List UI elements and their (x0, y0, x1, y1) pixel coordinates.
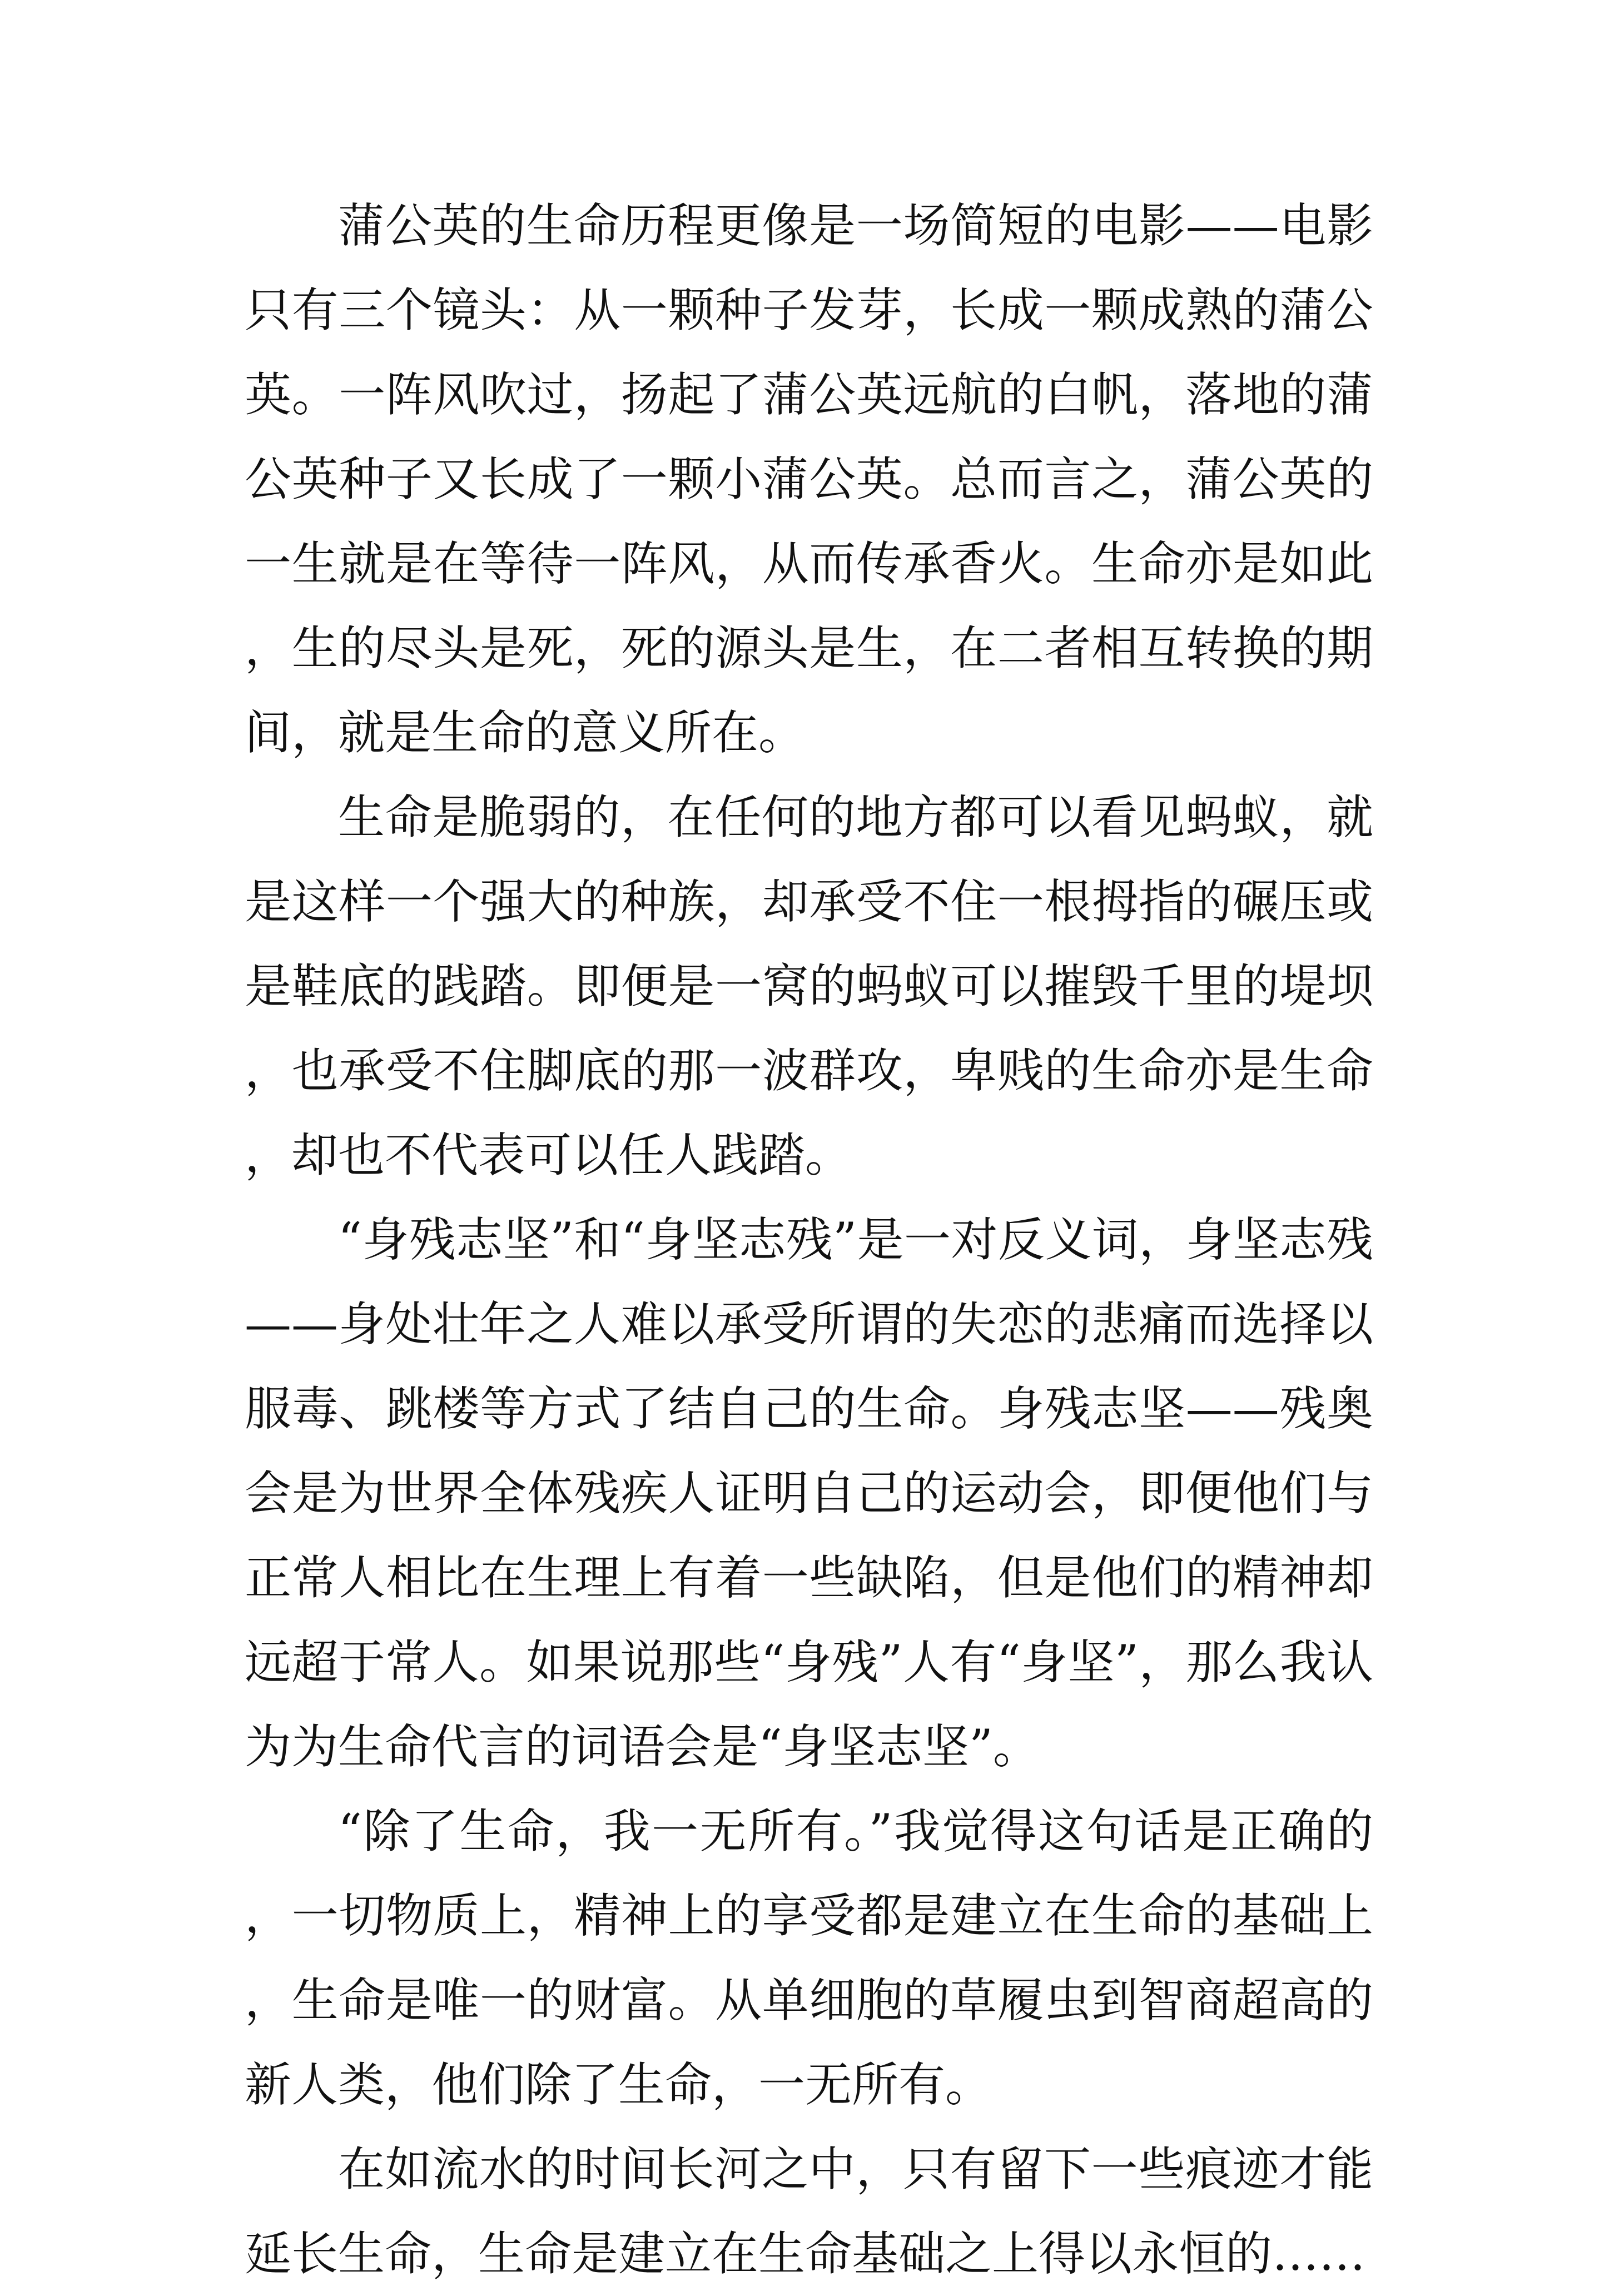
paragraph-body-and-will: “身残志坚”和“身坚志残”是一对反义词，身坚志残——身处壮年之人难以承受所谓的失恋的悲痛而选择以服毒、跳楼等方式了结自己的生命。身残志坚——残奥会是为世界全体残疾人证明自己的运动会，即便他们与正常人相比在生理上有着一些缺陷，但是他们的精神却远超于常人。如果说那些“身残”人有“身坚”，那么我认为为生命代言的词语会是“身坚志坚”。 (245, 1212, 1373, 1774)
document-body (245, 183, 1373, 2296)
paragraph-dandelion: 蒲公英的生命历程更像是一场简短的电影——电影只有三个镜头：从一颗种子发芽，长成一颗成熟的蒲公英。一阵风吹过，扬起了蒲公英远航的白帆，落地的蒲公英种子又长成了一颗小蒲公英。总而言之，蒲公英的一生就是在等待一阵风，从而传承香火。生命亦是如此，生的尽头是死，死的源头是生，在二者相互转换的期间，就是生命的意义所在。 (245, 198, 1373, 760)
paragraph-ants: 生命是脆弱的，在任何的地方都可以看见蚂蚁，就是这样一个强大的种族，却承受不住一根拇指的碾压或是鞋底的践踏。即便是一窝的蚂蚁可以摧毁千里的堤坝，也承受不住脚底的那一波群攻，卑贱的生命亦是生命，却也不代表可以任人践踏。 (245, 790, 1373, 1182)
paragraph-river-of-time: 在如流水的时间长河之中，只有留下一些痕迹才能延长生命，生命是建立在生命基础之上得以永恒的…… (245, 2142, 1373, 2281)
paragraph-nothing-but-life: “除了生命，我一无所有。”我觉得这句话是正确的，一切物质上，精神上的享受都是建立在生命的基础上，生命是唯一的财富。从单细胞的草履虫到智商超高的新人类，他们除了生命，一无所有。 (245, 1804, 1373, 2112)
